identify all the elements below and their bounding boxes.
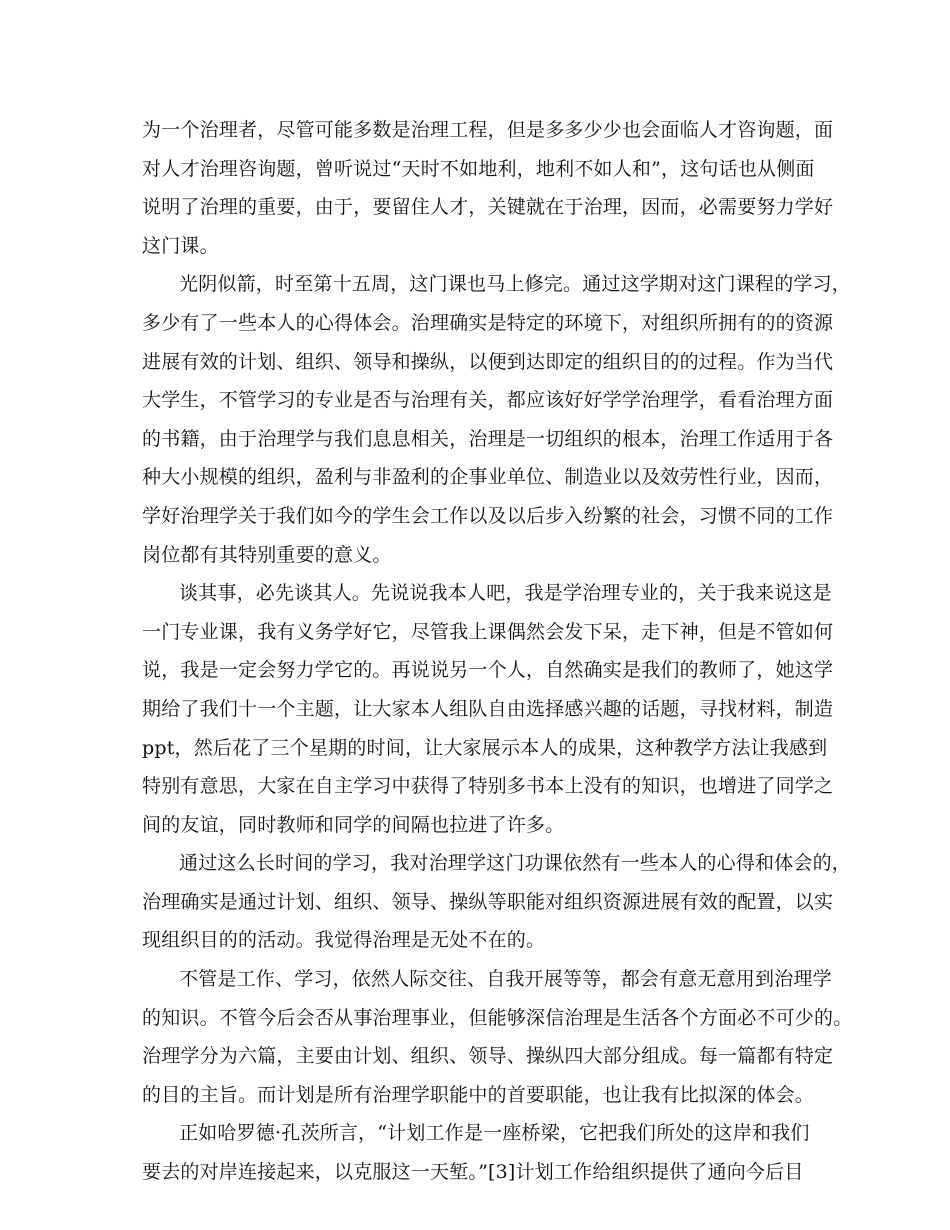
- paragraph: [142, 111, 834, 265]
- text-line: 的目的主旨。而计划是所有治理学职能中的首要职能，也让我有比拟深的体会。: [142, 1083, 815, 1106]
- paragraph: [142, 1114, 822, 1191]
- text-line: 说明了治理的重要，由于，要留住人才，关键就在于治理，因而，必需要努力学好: [142, 196, 834, 219]
- document-body: [142, 111, 853, 1192]
- paragraph: [142, 265, 852, 574]
- paragraph: [142, 960, 853, 1114]
- text-line: 的书籍，由于治理学与我们息息相关，治理是一切组织的根本，治理工作适用于各: [142, 427, 834, 450]
- text-line: 进展有效的计划、组织、领导和操纵，以便到达即定的组织目的的过程。作为当代: [142, 350, 834, 373]
- text-line: 特别有意思，大家在自主学习中获得了特别多书本上没有的知识，也增进了同学之: [142, 775, 834, 798]
- text-line: 一门专业课，我有义务学好它，尽管我上课偶然会发下呆，走下神，但是不管如何: [142, 620, 834, 643]
- text-line: 多少有了一些本人的心得体会。治理确实是特定的环境下，对组织所拥有的的资源: [142, 311, 834, 334]
- text-line: 的知识。不管今后会否从事治理事业，但能够深信治理是生活各个方面必不可少的。: [142, 1006, 853, 1029]
- paragraph: [142, 574, 834, 844]
- text-line: 正如哈罗德·孔茨所言，“计划工作是一座桥梁，它把我们所处的这岸和我们: [179, 1122, 810, 1145]
- text-line: 不管是工作、学习，依然人际交往、自我开展等等，都会有意无意用到治理学: [179, 968, 832, 991]
- text-line: 谈其事，必先谈其人。先说说我本人吧，我是学治理专业的，关于我来说这是: [179, 582, 832, 605]
- text-line: 要去的对岸连接起来，以克服这一天堑。”[3]计划工作给组织提供了通向今后目: [142, 1161, 804, 1184]
- text-line: 现组织目的的活动。我觉得治理是无处不在的。: [142, 929, 546, 952]
- text-line: 大学生，不管学习的专业是否与治理有关，都应该好好学学治理学，看看治理方面: [142, 389, 834, 412]
- text-line: 治理确实是通过计划、组织、领导、操纵等职能对组织资源进展有效的配置，以实: [142, 890, 834, 913]
- text-line: 岗位都有其特别重要的意义。: [142, 543, 392, 566]
- text-line: 种大小规模的组织，盈利与非盈利的企事业单位、制造业以及效劳性行业，因而，: [142, 466, 834, 489]
- text-line: 学好治理学关于我们如今的学生会工作以及以后步入纷繁的社会，习惯不同的工作: [142, 504, 834, 527]
- text-line: 间的友谊，同时教师和同学的间隔也拉进了许多。: [142, 813, 565, 836]
- text-line: ppt，然后花了三个星期的时间，让大家展示本人的成果，这种教学方法让我感到: [142, 736, 828, 759]
- text-line: 通过这么长时间的学习，我对治理学这门功课依然有一些本人的心得和体会的，: [179, 852, 852, 875]
- text-line: 对人才治理咨询题，曾听说过“天时不如地利，地利不如人和”，这句话也从侧面: [142, 157, 815, 180]
- text-line: 为一个治理者，尽管可能多数是治理工程，但是多多少少也会面临人才咨询题，面: [142, 119, 834, 141]
- text-line: 说，我是一定会努力学它的。再说说另一个人，自然确实是我们的教师了，她这学: [142, 659, 834, 682]
- text-line: 治理学分为六篇，主要由计划、组织、领导、操纵四大部分组成。每一篇都有特定: [142, 1045, 834, 1068]
- text-line: 光阴似箭，时至第十五周，这门课也马上修完。通过这学期对这门课程的学习，: [179, 273, 852, 296]
- text-line: 这门课。: [142, 234, 219, 257]
- text-line: 期给了我们十一个主题，让大家本人组队自由选择感兴趣的话题，寻找材料，制造: [142, 697, 834, 720]
- paragraph: [142, 844, 852, 960]
